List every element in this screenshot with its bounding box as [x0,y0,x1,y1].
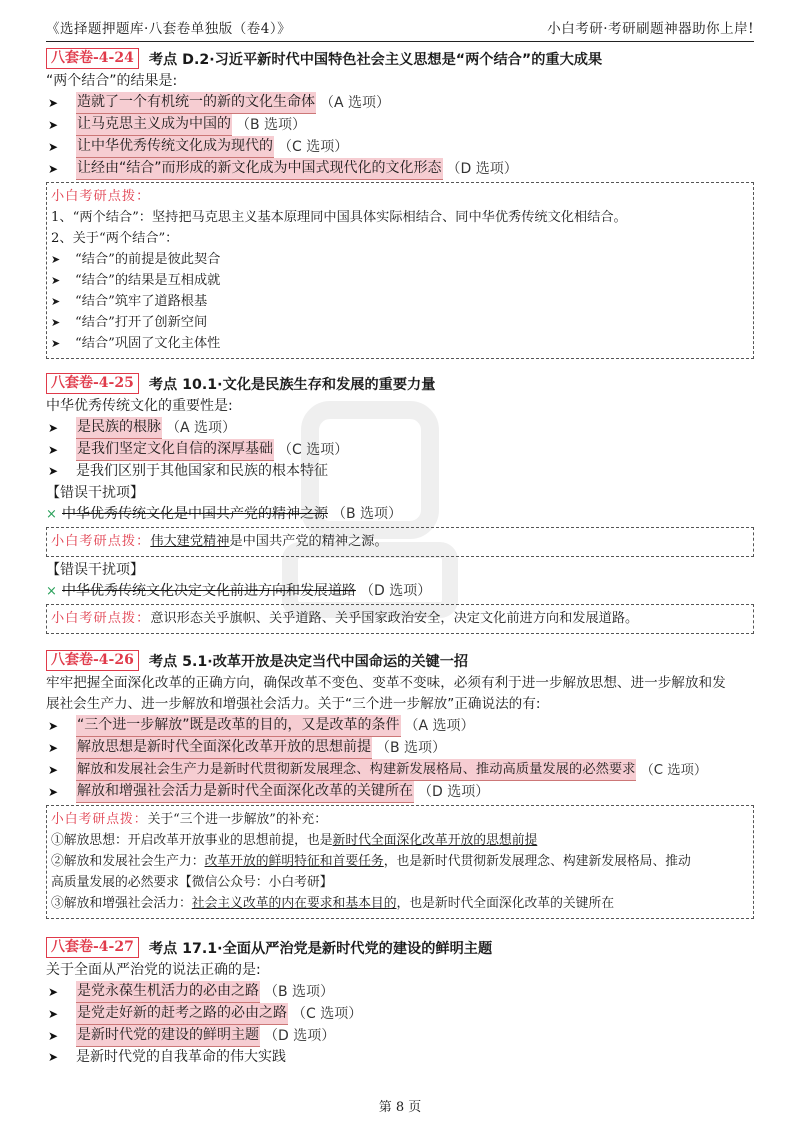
option-text: 造就了一个有机统一的新的文化生命体 [76,92,316,114]
option-item [46,737,754,759]
option-label: （D 选项） [446,160,518,177]
option-text: 让马克思主义成为中国的 [76,114,232,136]
option-label: （B 选项） [376,739,447,756]
tip-box [46,182,754,359]
option-item [46,92,754,114]
option-text: 是我们坚定文化自信的深厚基础 [76,439,274,461]
arrow-bullet-icon: ➤ [48,1006,59,1021]
arrow-bullet-icon: ➤ [48,420,59,435]
option-label: （C 选项） [640,762,708,778]
option-label: （A 选项） [404,717,475,734]
option-text: 让中华优秀传统文化成为现代的 [76,136,274,158]
tip-title: 小白考研点拨： [51,189,151,204]
tip-text: 意识形态关乎旗帜、关乎道路、关乎国家政治安全，决定文化前进方向和发展道路。 [150,611,639,626]
option-text: 是民族的根脉 [76,417,162,439]
arrow-bullet-icon: ➤ [51,295,61,308]
arrow-bullet-icon: ➤ [48,139,59,154]
tip-title: 小白考研点拨： [51,534,151,549]
arrow-bullet-icon: ➤ [51,274,61,287]
option-label: （D 选项） [418,783,490,800]
option-item [46,136,754,158]
tip-line: 2、关于“两个结合”： [51,231,179,246]
question-stem: 展社会生产力、进一步解放和增强社会活力。关于“三个进一步解放”正确说法的有: [46,696,541,712]
tip-bullet: ➤ “结合”筑牢了道路根基 [51,291,747,312]
option-item [46,461,754,482]
arrow-bullet-icon: ➤ [48,984,59,999]
tip-title: 小白考研点拨： [51,611,151,626]
option-item [46,417,754,439]
question-tag: 八套卷-4-24 [46,48,139,69]
arrow-bullet-icon: ➤ [51,316,61,329]
tip-text: 关于“三个进一步解放”的补充： [147,812,328,827]
option-label: （D 选项） [360,583,432,599]
arrow-bullet-icon: ➤ [48,161,59,176]
tip-title: 小白考研点拨： [51,812,148,827]
option-label: （D 选项） [264,1027,336,1044]
option-text: 是党走好新的赶考之路的必由之路 [76,1003,288,1025]
question-header [46,650,754,671]
option-label: （C 选项） [278,441,349,458]
option-label: （B 选项） [236,116,307,133]
question-tag: 八套卷-4-25 [46,373,139,394]
tip-box [46,805,754,919]
option-label: （A 选项） [166,419,237,436]
option-text: 是党永葆生机活力的必由之路 [76,981,260,1003]
arrow-bullet-icon: ➤ [48,762,59,777]
option-item [46,439,754,461]
question-stem: 牢牢把握全面深化改革的正确方向，确保改革不变色、变革不变味，必须有利于进一步解放思想、进一步解放和发 [46,675,726,691]
option-item [46,759,754,781]
option-item [46,158,754,180]
arrow-bullet-icon: ➤ [51,253,61,266]
tip-bullet: ➤ “结合”的结果是互相成就 [51,270,747,291]
header-left-title: 《选择题押题库·八套卷单独版（卷4）》 [46,21,292,37]
option-text: 解放思想是新时代全面深化改革开放的思想前提 [76,737,372,759]
question-title: 考点 D.2·习近平新时代中国特色社会主义思想是“两个结合”的重大成果 [148,51,603,68]
arrow-bullet-icon: ➤ [48,740,59,755]
tip-text: 是中国共产党的精神之源。 [229,534,388,549]
option-label: （B 选项） [264,983,335,1000]
tip-line: 1、“两个结合”：坚持把马克思主义基本原理同中国具体实际相结合、同中华优秀传统文化相结合。 [51,210,627,225]
question-stem: 关于全面从严治党的说法正确的是: [46,962,261,978]
tip-box [46,604,754,634]
tip-underline: 伟大建党精神 [150,534,230,549]
tip-bullet: ➤ “结合”巩固了文化主体性 [51,333,747,354]
option-text: 是新时代党的建设的鲜明主题 [76,1025,260,1047]
option-item [46,715,754,737]
option-text: 让经由“结合”而形成的新文化成为中国式现代化的文化形态 [76,158,443,180]
tip-title-line [51,809,747,830]
question-stem: “两个结合”的结果是: [46,73,178,89]
arrow-bullet-icon: ➤ [48,1028,59,1043]
option-item [46,1047,754,1068]
wrong-option [46,504,754,525]
tip-box [46,527,754,557]
tip-bullet: ➤ “结合”的前提是彼此契合 [51,249,747,270]
option-label: （A 选项） [320,94,391,111]
option-text: 解放和增强社会活力是新时代全面深化改革的关键所在 [76,781,414,803]
tip-line: ①解放思想：开启改革开放事业的思想前提，也是新时代全面深化改革开放的思想前提 [51,833,538,848]
cross-icon: × [46,584,57,599]
wrong-option-text: 中华优秀传统文化是中国共产党的精神之源 [62,506,328,522]
arrow-bullet-icon: ➤ [48,784,59,799]
arrow-bullet-icon: ➤ [51,337,61,350]
page-content [46,46,754,1068]
wrong-option-text: 中华优秀传统文化决定文化前进方向和发展道路 [62,583,356,599]
arrow-bullet-icon: ➤ [48,718,59,733]
question-header [46,373,754,394]
option-text: “三个进一步解放”既是改革的目的，又是改革的条件 [76,715,401,737]
question-tag: 八套卷-4-26 [46,650,139,671]
arrow-bullet-icon: ➤ [48,442,59,457]
option-item [46,1003,754,1025]
question-title: 考点 10.1·文化是民族生存和发展的重要力量 [148,376,436,393]
header-right-slogan: 小白考研·考研刷题神器助你上岸! [547,21,754,37]
option-item [46,781,754,803]
option-label: （C 选项） [278,138,349,155]
page-number: 第 8 页 [378,1100,422,1115]
arrow-bullet-icon: ➤ [48,1050,59,1064]
question-header [46,937,754,958]
arrow-bullet-icon: ➤ [48,464,59,478]
page-header [46,14,754,42]
wrong-option-label: 【错误干扰项】 [46,485,144,501]
question-stem: 中华优秀传统文化的重要性是: [46,398,233,414]
option-item [46,114,754,136]
cross-icon: × [46,507,57,522]
question-title: 考点 5.1·改革开放是决定当代中国命运的关键一招 [148,653,469,670]
option-label: （C 选项） [292,1005,363,1022]
arrow-bullet-icon: ➤ [48,95,59,110]
arrow-bullet-icon: ➤ [48,117,59,132]
option-text: 是我们区别于其他国家和民族的根本特征 [76,463,328,479]
option-item [46,1025,754,1047]
tip-line: ③解放和增强社会活力：社会主义改革的内在要求和基本目的，也是新时代全面深化改革的关键所在 [51,896,615,911]
question-title: 考点 17.1·全面从严治党是新时代党的建设的鲜明主题 [148,940,493,957]
question-header [46,48,754,69]
tip-bullet: ➤ “结合”打开了创新空间 [51,312,747,333]
option-item [46,981,754,1003]
option-text: 解放和发展社会生产力是新时代贯彻新发展理念、构建新发展格局、推动高质量发展的必然要求 [76,759,636,781]
option-text: 是新时代党的自我革命的伟大实践 [76,1049,286,1065]
wrong-option [46,581,754,602]
tip-line: 高质量发展的必然要求【微信公众号：小白考研】 [51,875,333,890]
option-label: （B 选项） [332,506,403,522]
tip-line: ②解放和发展社会生产力：改革开放的鲜明特征和首要任务，也是新时代贯彻新发展理念、构建新发展格局、推动 [51,854,691,869]
wrong-option-label: 【错误干扰项】 [46,562,144,578]
question-tag: 八套卷-4-27 [46,937,139,958]
